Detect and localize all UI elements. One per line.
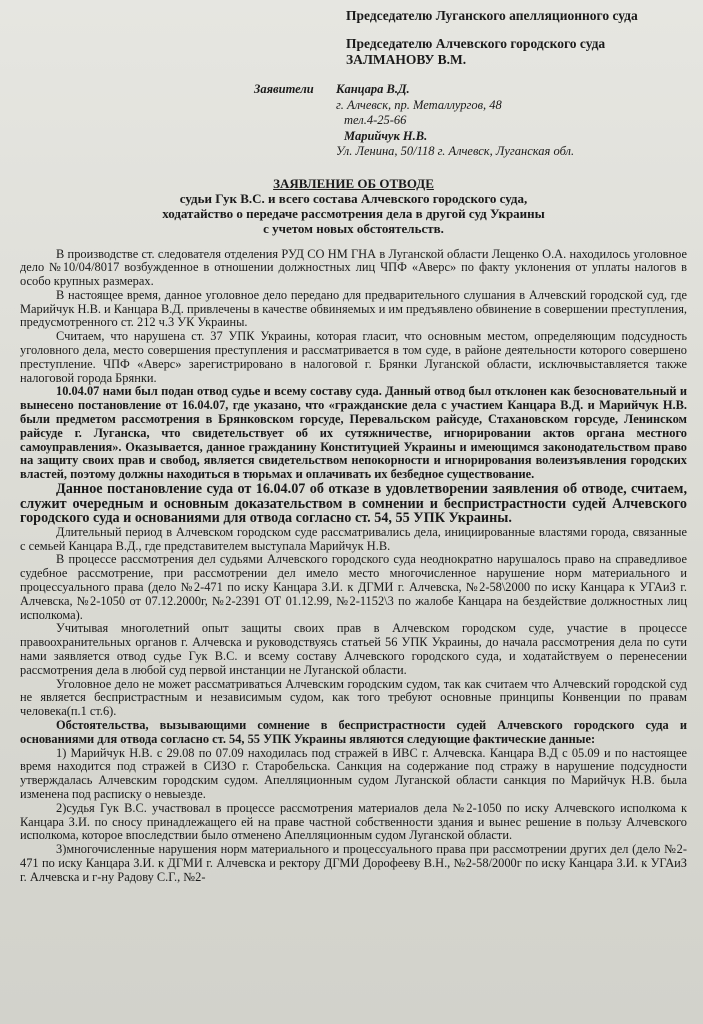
paragraph-3: Считаем, что нарушена ст. 37 УПК Украины, которая гласит, что основным местом, определяющим подсудность уголовного дела, место совершения преступления и рассматривается в том суде, в районе деятельности которого совершено преступление. ЧПФ «Аверс» зарегистрировано в налоговой г. Брянки Луганской области, исключвыставляется также налоговой города Брянки. (20, 329, 687, 385)
recipient-line-3: ЗАЛМАНОВУ В.М. (346, 52, 467, 67)
paragraph-5: Данное постановление суда от 16.04.07 об отказе в удовлетворении заявления об отводе, считаем, служит очередным и основным доказательством в сомнении и беспристрастности судей Алчевского городского суда и основаниями для отвода согласно ст. 54, 55 УПК Украины. (20, 481, 687, 527)
paragraph-1: В производстве ст. следователя отделения РУД СО НМ ГНА в Луганской области Лещенко О.А. находилось уголовное дело №10/04/8017 возбужденное в отношении должностных лиц ЧПФ «Аверс» по факту уклонения от уплаты налогов в особо крупных размерах. (20, 246, 687, 289)
applicant-2-name: Марийчук Н.В. (344, 128, 428, 143)
applicants-block (20, 82, 687, 160)
applicant-1-name: Канцара В.Д. (336, 82, 410, 96)
paragraph-7: В процессе рассмотрения дел судьями Алчевского городского суда неоднократно нарушалось право на справедливое судебное рассмотрение, при рассмотрении дел имело место многочисленное нарушение норм материального и процессуального права (дело №2-471 по иску Канцара З.И. к ДГМИ г. Алчевска, №2-58\2000 по иску Канцара к УГАиЗ г. Алчевска, №2-1050 от 07.12.2000г, №2-2391 ОТ 01.12.99, №2-1152\3 по жалобе Канцара на бездействие должностных лиц исполкома). (20, 552, 687, 622)
applicant-1-phone: тел.4-25-66 (344, 113, 407, 127)
paragraph-11: 1) Марийчук Н.В. с 29.08 по 07.09 находилась под стражей в ИВС г. Алчевска. Канцара В.Д с 05.09 и по настоящее время находится под стражей в СИЗО г. Старобельска. Санкция на содержание под стражу в нарушение подсудности утверждалась Алчевским городским судом. Апелляционным судом Луганской области санкция по Марийчук Н.В. была изменена под расписку о невыезде. (20, 745, 687, 801)
applicant-2-address: Ул. Ленина, 50/118 г. Алчевск, Луганская обл. (336, 144, 575, 158)
recipient-line-2: Председателю Алчевского городского суда (346, 36, 606, 51)
title-line-2: судьи Гук В.С. и всего состава Алчевского городского суда, (179, 190, 528, 206)
title-line-3: ходатайство о передаче рассмотрения дела в другой суд Украины (162, 205, 545, 221)
document-title (20, 176, 687, 236)
paragraph-10: Обстоятельства, вызывающими сомнение в беспристрастности судей Алчевского городского суда и основаниями для отвода согласно ст. 54, 55 УПК Украины являются следующие фактические данные: (20, 717, 687, 746)
paragraph-12: 2)судья Гук В.С. участвовал в процессе рассмотрения материалов дела №2-1050 по иску Алчевского исполкома к Канцара З.И. по сносу принадлежащего ей на праве частной собственности здания и вынес решение в пользу Алчевского исполкома, которое впоследствии было отменено Апелляционным судом Луганской области. (20, 800, 687, 843)
recipient-block (346, 8, 687, 68)
paragraph-13: 3)многочисленные нарушения норм материального и процессуального права при рассмотрении других дел (дело №2-471 по иску Канцара З.И. к ДГМИ г. Алчевска и ректору ДГМИ Дорофееву В.Н., №2-58/2000г по иску Канцара З.И. к УГАиЗ г. Алчевска и г-ну Радову С.Г., №2- (20, 842, 687, 884)
paragraph-4: 10.04.07 нами был подан отвод судье и всему составу суда. Данный отвод был отклонен как безосновательный и вынесено постановление от 16.04.07, где указано, что «гражданские дела с участием Канцара В.Д. и Марийчук Н.В. были предметом рассмотрения в Брянковском горсуде, Перевальском райсуде, Стахановском горсуде, Ленинском райсуде г. Луганска, что свидетельствует об их сутяжничестве, игнорировании актов органа местного самоуправления». Оказывается, данное гражданину Конституцией Украины и имеющимся законодательством право на защиту своих прав и свобод, является свидетельством непокорности и игнорирования волеизъявления городских властей, поэтому должны находиться в тюрьмах и оплачивать их безбедное существование. (20, 384, 687, 482)
applicants-label: Заявители (254, 82, 314, 96)
document-body (20, 248, 687, 885)
paragraph-6: Длительный период в Алчевском городском суде рассматривались дела, инициированные властями города, связанные с семьей Канцара В.Д., где представителем выступала Марийчук Н.В. (20, 524, 687, 553)
paragraph-8: Учитывая многолетний опыт защиты своих прав в Алчевском городском суде, участие в процессе правоохранительных органов г. Алчевска и руководствуясь статьей 56 УПК Украины, до начала рассмотрения дела по сути нами заявляется отвод судье Гук В.С. и всему составу Алчевского городского суда, и ходатайствуем о перенесении рассмотрения дела в любой суд первой инстанции не Луганской области. (20, 621, 687, 677)
applicant-1-address: г. Алчевск, пр. Металлургов, 48 (336, 97, 502, 112)
paragraph-2: В настоящее время, данное уголовное дело передано для предварительного слушания в Алчевский городской суд, где Марийчук Н.В. и Канцара В.Д. привлечены в качестве обвиняемых и им предъявлено обвинение в совершении преступления, предусмотренного ст. 212 ч.3 УК Украины. (20, 287, 687, 330)
recipient-line-1: Председателю Луганского апелляционного суда (346, 8, 638, 23)
title-line-1: ЗАЯВЛЕНИЕ ОБ ОТВОДЕ (273, 175, 434, 191)
title-line-4: с учетом новых обстоятельств. (263, 220, 444, 236)
paragraph-9: Уголовное дело не может рассматриваться Алчевским городским судом, так как считаем что Алчевский городской суд не является беспристрастным и независимым судом, как того требуют основные принципы Конвенции по правам человека(п.1 ст.6). (20, 676, 687, 719)
